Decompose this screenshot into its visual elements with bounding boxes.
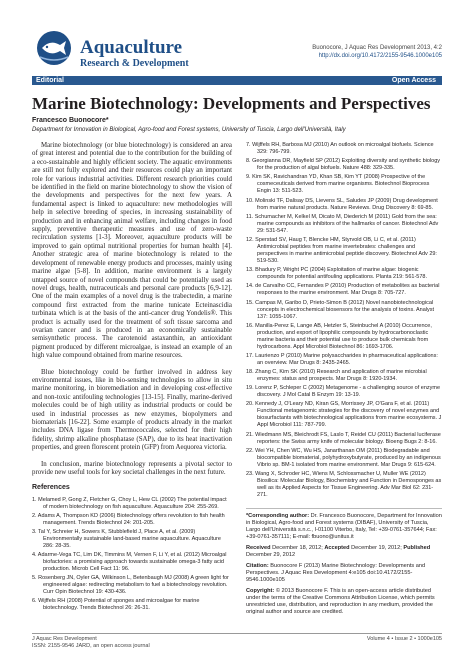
reference-item: 14. de Carvalho CC, Fernandes P (2010) Production of metabolites as bacterial responses to the marine environment. Mar Drugs 8: 705-727. xyxy=(246,283,440,297)
page-footer xyxy=(32,633,442,650)
article-title: Marine Biotechnology: Developments and Perspectives xyxy=(32,94,431,113)
right-column xyxy=(246,142,442,620)
body-paragraph: In conclusion, marine biotechnology represents a pivotal sector to provide new useful tools for key societal challenges in the next future. xyxy=(32,460,232,477)
accepted-date: December 19, 2012; xyxy=(351,545,402,551)
corresponding-author-text: Dr. Francesco Buonocore, Department for Innovation in Biological, Agro-food and Forest systems (DIBAF), University of Tuscia, Largo dell'Università s.n.c., I-01100 Viterbo, Italy, Tel: +39-0761-357644; Fax: +39-0761-357111; E-mail: fbuono@unitus.it xyxy=(246,513,442,540)
reference-item: 3. Tal Y, Schreier H, Sowers K, Stubblefield J, Place A, et al. (2009) Environmentally sustainable land-based marine aquaculture. Aquaculture 286: 28-35. xyxy=(32,528,221,549)
received-date: December 18, 2012; xyxy=(272,545,323,551)
article-type-label: Editorial xyxy=(36,77,65,84)
body-paragraph: Blue biotechnology could be further involved in address key environmental issues, like in bio-sensing technologies to allow in situ marine monitoring, in bioremediation and in developing cost-effective and non-toxic antifouling technologies [13-15]. Finally, marine-derived molecules could be of high utility as industrial products or could be used in industrial processes as new enzymes, biopolymers and biomaterials [16-22]. Some example of products already in the market includes DNA ligase from Thermococcales, selected for their high fidelity, shrimp alkaline phosphatase (SAP), due to its heat inactivation properties, and green florescent protein (GFP) from Aequorea victoria. xyxy=(32,368,232,452)
copyright-text: © 2013 Buonocore F. This is an open-access article distributed under the terms of the Creative Commons Attribution License, which permits unrestricted use, distribution, and reproduction in any medium, provided the original author and source are credited. xyxy=(246,588,435,615)
reference-item: 17. Laurienzo P (2010) Marine polysaccharides in pharmaceutical applications: an overview. Mar Drugs 8: 2435-2465. xyxy=(246,352,438,366)
author-affiliation: Department for Innovation in Biological, Agro-food and Forest systems, University of Tuscia, Largo dell'Università, Italy xyxy=(32,127,346,133)
citation-label: Citation: xyxy=(246,563,269,569)
left-column xyxy=(32,142,232,614)
open-access-label: Open Access xyxy=(391,77,436,84)
doi-link[interactable]: http://dx.doi.org/10.4172/2155-9546.1000e105 xyxy=(318,53,442,59)
reference-item: 22. Wei YH, Chen WC, Wu HS, Janarthanan OM (2011) Biodegradable and biocompatible biomaterial, polyhydroxybutyrate, produced by an indigenous Vibrio sp. BM-1 isolated from marine environment. Mar Drugs 9: 615-624. xyxy=(246,447,441,468)
reference-item: 2. Adams A, Thompson KD (2006) Biotechnology offers revolution to fish health management. Trends Biotechnol 24: 201-205. xyxy=(32,512,225,526)
body-paragraph: Marine biotechnology (or blue biotechnology) is considered an area of great interest and potential due to the contribution for the building of a eco-sustainable and highly efficient society. The aquatic environments are still not fully explored and their resources could play an important role for various industrial activities. Different research priorities could be identified in the field on marine biotechnology to show the vision of the developments and perspectives for the next few years. A fundamental aspect is linked to aquaculture: new methodologies will help in selective breeding of species, in increasing sustainability of production and in enhancing animal welfare, including changes in food supply, preventive therapeutic measures and use of zero-waste recirculation systems [1-3]. Moreover, aquaculture products will be improved to gain optimal nutritional properties for human health [4]. Another strategic area of marine biotechnology is related to the development of renewable energy products and processes, mainly using marine algae [5-8]. In addition, marine environment is a largely untapped source of novel compounds that could be potentially used as novel drugs, health, nutraceuticals and personal care products [6,9-12]. One of the main examples of a novel drug is the trabectedin, a marine compound first extracted from the marine tunicate Ecteinascidia turbinata which is at the basis of the anti-cancer drug Yondelis®. This product is actually used for the treatment of soft tissue sarcoma and ovarian cancer and is produced in an economically sustainable semisynthetic process. The carotenoid astaxanthin, an antioxidant pigment produced by different microalgae, is instead an example of an high value compound obtained from marine resources. xyxy=(32,142,232,360)
reference-item: 10. Molinski TF, Dalisay DS, Lievens SL, Saludes JP (2009) Drug development from marine natural products. Nature Reviews. Drug Discovery 8: 69-85. xyxy=(246,197,438,211)
references-heading: References xyxy=(32,484,70,492)
copyright-block xyxy=(246,588,442,616)
fish-logo-icon xyxy=(36,30,72,66)
journal-name: Aquaculture xyxy=(80,37,183,58)
footer-journal: J Aquac Res Development xyxy=(32,636,97,642)
reference-item: 8. Georgianna DR, Mayfield SP (2012) Exploiting diversity and synthetic biology for the production of algal biofuels. Nature 488: 329-335. xyxy=(246,158,441,172)
reference-item: 7. Wijffels RH, Barbosa MJ (2010) An outlook on microalgal biofuels. Science 329: 796-799. xyxy=(246,142,434,155)
reference-item: 23. Wang X, Schroder HC, Wiens M, Schlossmacher U, Muller WE (2012) Biosilica: Molecular Biology, Biochemistry and Function in Demosponges as well as its Applied Aspects for Tissue Engineering. Adv Mar Biol 62: 231-271. xyxy=(246,471,442,498)
reference-item: 15. Campas M, Garibo D, Prieto-Simon B (2012) Novel nanobiotechnological concepts in electrochemical biosensors for the analysis of toxins. Analyst 137: 1055-1067. xyxy=(246,299,435,320)
reference-item: 9. Kim SK, Ravichandran YD, Khan SB, Kim YT (2008) Prospective of the cosmeceuticals derived from marine organisms. Biotechnol Bioprocess Engin 13: 511-523. xyxy=(246,174,430,195)
reference-item: 16. Manilla-Perez E, Lange AB, Hetzler S, Steinbuchel A (2010) Occurrence, production, and export of lipophilic compounds by hydrocarbonoclastic marine bacteria and their potential use to produce bulk chemicals from hydrocarbons. Appl Microbiol Biotechnol 86: 1693-1706. xyxy=(246,322,432,350)
accepted-label: Accepted xyxy=(324,545,350,551)
reference-item: 5. Rosenberg JN, Oyler GA, Wilkinson L, Betenbaugh MJ (2008) A green light for engineered algae: redirecting metabolism to fuel a biotechnology revolution. Curr Opin Biotechnol 19: 430-436. xyxy=(32,574,229,595)
reference-item: 20. Kennedy J, O'Leary ND, Kiran GS, Morrissey JP, O'Gara F, et al. (2011) Functional metagenomic strategies for the discovery of novel enzymes and biosurfactants with biotechnological applications from marine ecosystems. J Appl Microbiol 111: 787-799. xyxy=(246,401,442,429)
reference-item: 6. Wijffels RH (2008) Potential of sponges and microalgae for marine biotechnology. Trends Biotechnol 26: 26-31. xyxy=(32,597,200,611)
corresponding-author xyxy=(246,513,442,541)
article-dates xyxy=(246,545,442,559)
copyright-label: Copyright: xyxy=(246,588,275,594)
reference-item: 13. Bhadury P, Wright PC (2004) Exploitation of marine algae: biogenic compounds for potential antifouling applications. Planta 219: 561-578. xyxy=(246,267,428,281)
article-type-banner xyxy=(32,76,442,85)
citation-header xyxy=(312,44,442,60)
received-label: Received xyxy=(246,545,271,551)
footer-issn: ISSN: 2155-9546 JARD, an open access journal xyxy=(32,643,150,649)
reference-item: 1. Melamed P, Gong Z, Fletcher G, Choy L, Hew CL (2002) The potential impact of modern biotechnology on fish aquaculture. Aquaculture 204: 255-269. xyxy=(32,496,227,510)
corresponding-author-label: *Corresponding author: xyxy=(246,513,310,519)
reference-item: 19. Lorenz P, Schleper C (2002) Metagenome - a challenging source of enzyme discovery. J Mol Catal B Enzym 19: 13-19. xyxy=(246,385,441,399)
citation-block xyxy=(246,563,442,584)
citation-line: Buonocore, J Aquac Res Development 2013, 4:2 xyxy=(312,45,442,51)
author-name: Francesco Buonocore* xyxy=(32,117,109,124)
published-date: December 29, 2012 xyxy=(246,552,296,558)
article-info-box xyxy=(246,508,442,616)
reference-item: 21. Wiedmann MS, Bleichrodt FS, Laslo T, Reidel CU (2011) Bacterial luciferase reporters: the Swiss army knife of molecular biology. Bioeng Bugs 2: 8-16. xyxy=(246,431,441,445)
footer-volume: Volume 4 • Issue 2 • 1000e105 xyxy=(366,636,442,642)
reference-item: 12. Sperstad SV, Haug T, Blencke HM, Styrvold OB, Li C, et al. (2011) Antimicrobial peptides from marine invertebrates: challenges and perspectives in marine antimicrobial peptide discovery. Biotechnol Adv 29: 519-530. xyxy=(246,236,437,264)
reference-item: 11. Schumacher M, Kelkel M, Dicato M, Diederich M (2011) Gold from the sea: marine compounds as inhibitors of the hallmarks of cancer. Biotechnol Adv 29: 531-547. xyxy=(246,213,439,234)
reference-item: 4. Adarme-Vega TC, Lim DK, Timmins M, Vernen F, Li Y, et al. (2012) Microalgal biofactories: a promising approach towards sustainable omega-3 fatty acid production. Microb Cell Fact 11: 96. xyxy=(32,551,227,572)
published-label: Published xyxy=(403,545,431,551)
citation-text: Buonocore F (2013) Marine Biotechnology: Developments and Perspectives. J Aquac Res Development 4:e105 doi:10.4172/2155-9546.1000e105 xyxy=(246,563,426,583)
reference-item: 18. Zhang C, Kim SK (2010) Research and application of marine microbial enzymes: status and prospects. Mar Drugs 8: 1920-1934. xyxy=(246,369,427,383)
journal-subtitle: Research & Development xyxy=(80,58,189,69)
